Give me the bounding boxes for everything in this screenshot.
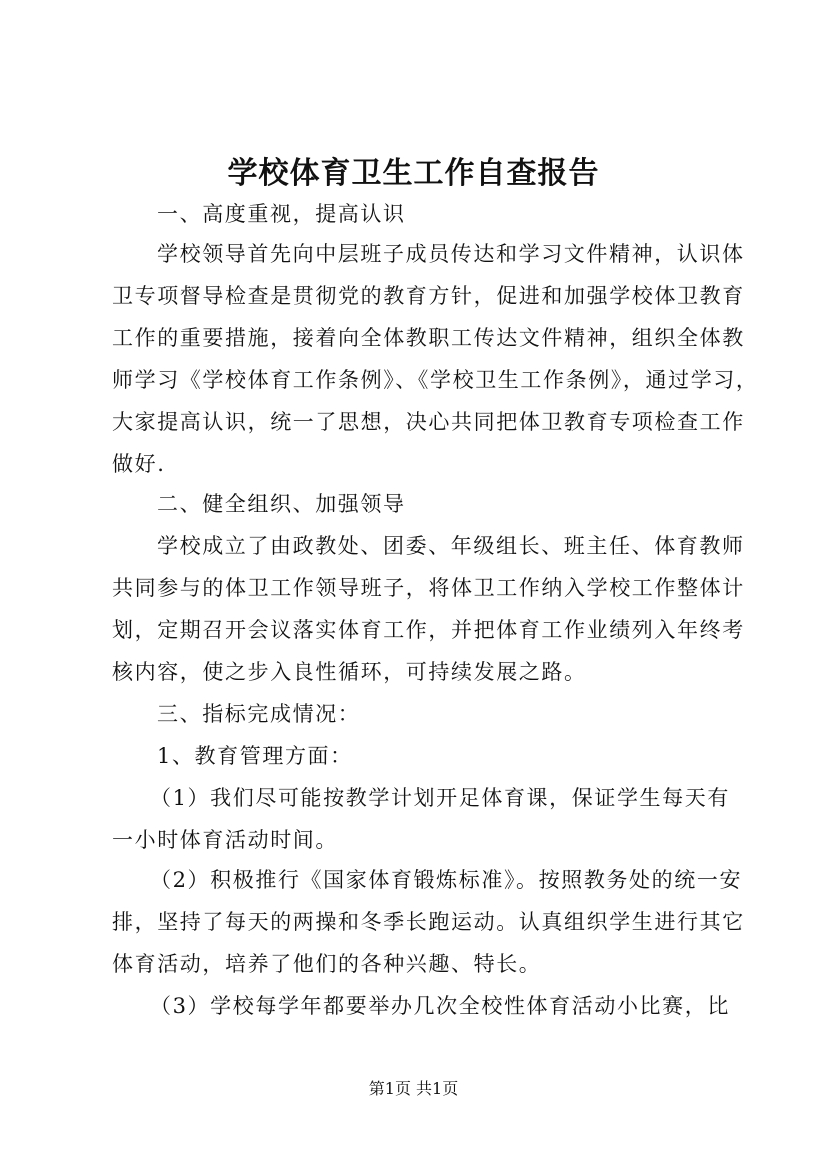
paragraph-line: （1）我们尽可能按教学计划开足体育课，保证学生每天有 [150, 786, 730, 810]
page-footer: 第1页 共1页 [368, 1079, 459, 1098]
paragraph-line: 学校领导首先向中层班子成员传达和学习文件精神，认识体 [157, 242, 745, 266]
section-heading-2: 二、健全组织、加强领导 [157, 492, 406, 516]
paragraph-line: 共同参与的体卫工作领导班子，将体卫工作纳入学校工作整体计 [112, 576, 745, 600]
paragraph-line: 核内容，使之步入良性循环，可持续发展之路。 [112, 660, 587, 684]
paragraph-line: 做好. [112, 452, 166, 476]
section-heading-3: 三、指标完成情况： [157, 702, 361, 726]
paragraph-line: 师学习《学校体育工作条例》、《学校卫生工作条例》，通过学习， [112, 368, 759, 392]
paragraph-line: 体育活动，培养了他们的各种兴趣、特长。 [112, 952, 542, 976]
paragraph-line: （2）积极推行《国家体育锻炼标准》。按照教务处的统一安 [150, 868, 743, 892]
paragraph-line: 一小时体育活动时间。 [112, 828, 338, 852]
document-title: 学校体育卫生工作自查报告 [227, 156, 600, 191]
paragraph-line: 划，定期召开会议落实体育工作，并把体育工作业绩列入年终考 [112, 618, 745, 642]
subsection-heading: 1、教育管理方面： [157, 744, 353, 768]
section-heading-1: 一、高度重视，提高认识 [157, 202, 406, 226]
paragraph-line: 卫专项督导检查是贯彻党的教育方针，促进和加强学校体卫教育 [112, 284, 745, 308]
paragraph-line: 排，坚持了每天的两操和冬季长跑运动。认真组织学生进行其它 [112, 910, 745, 934]
paragraph-line: 大家提高认识，统一了思想，决心共同把体卫教育专项检查工作 [112, 410, 745, 434]
paragraph-line: （3）学校每学年都要举办几次全校性体育活动小比赛，比 [150, 994, 730, 1018]
paragraph-line: 学校成立了由政教处、团委、年级组长、班主任、体育教师 [157, 534, 745, 558]
paragraph-line: 工作的重要措施，接着向全体教职工传达文件精神，组织全体教 [112, 326, 745, 350]
